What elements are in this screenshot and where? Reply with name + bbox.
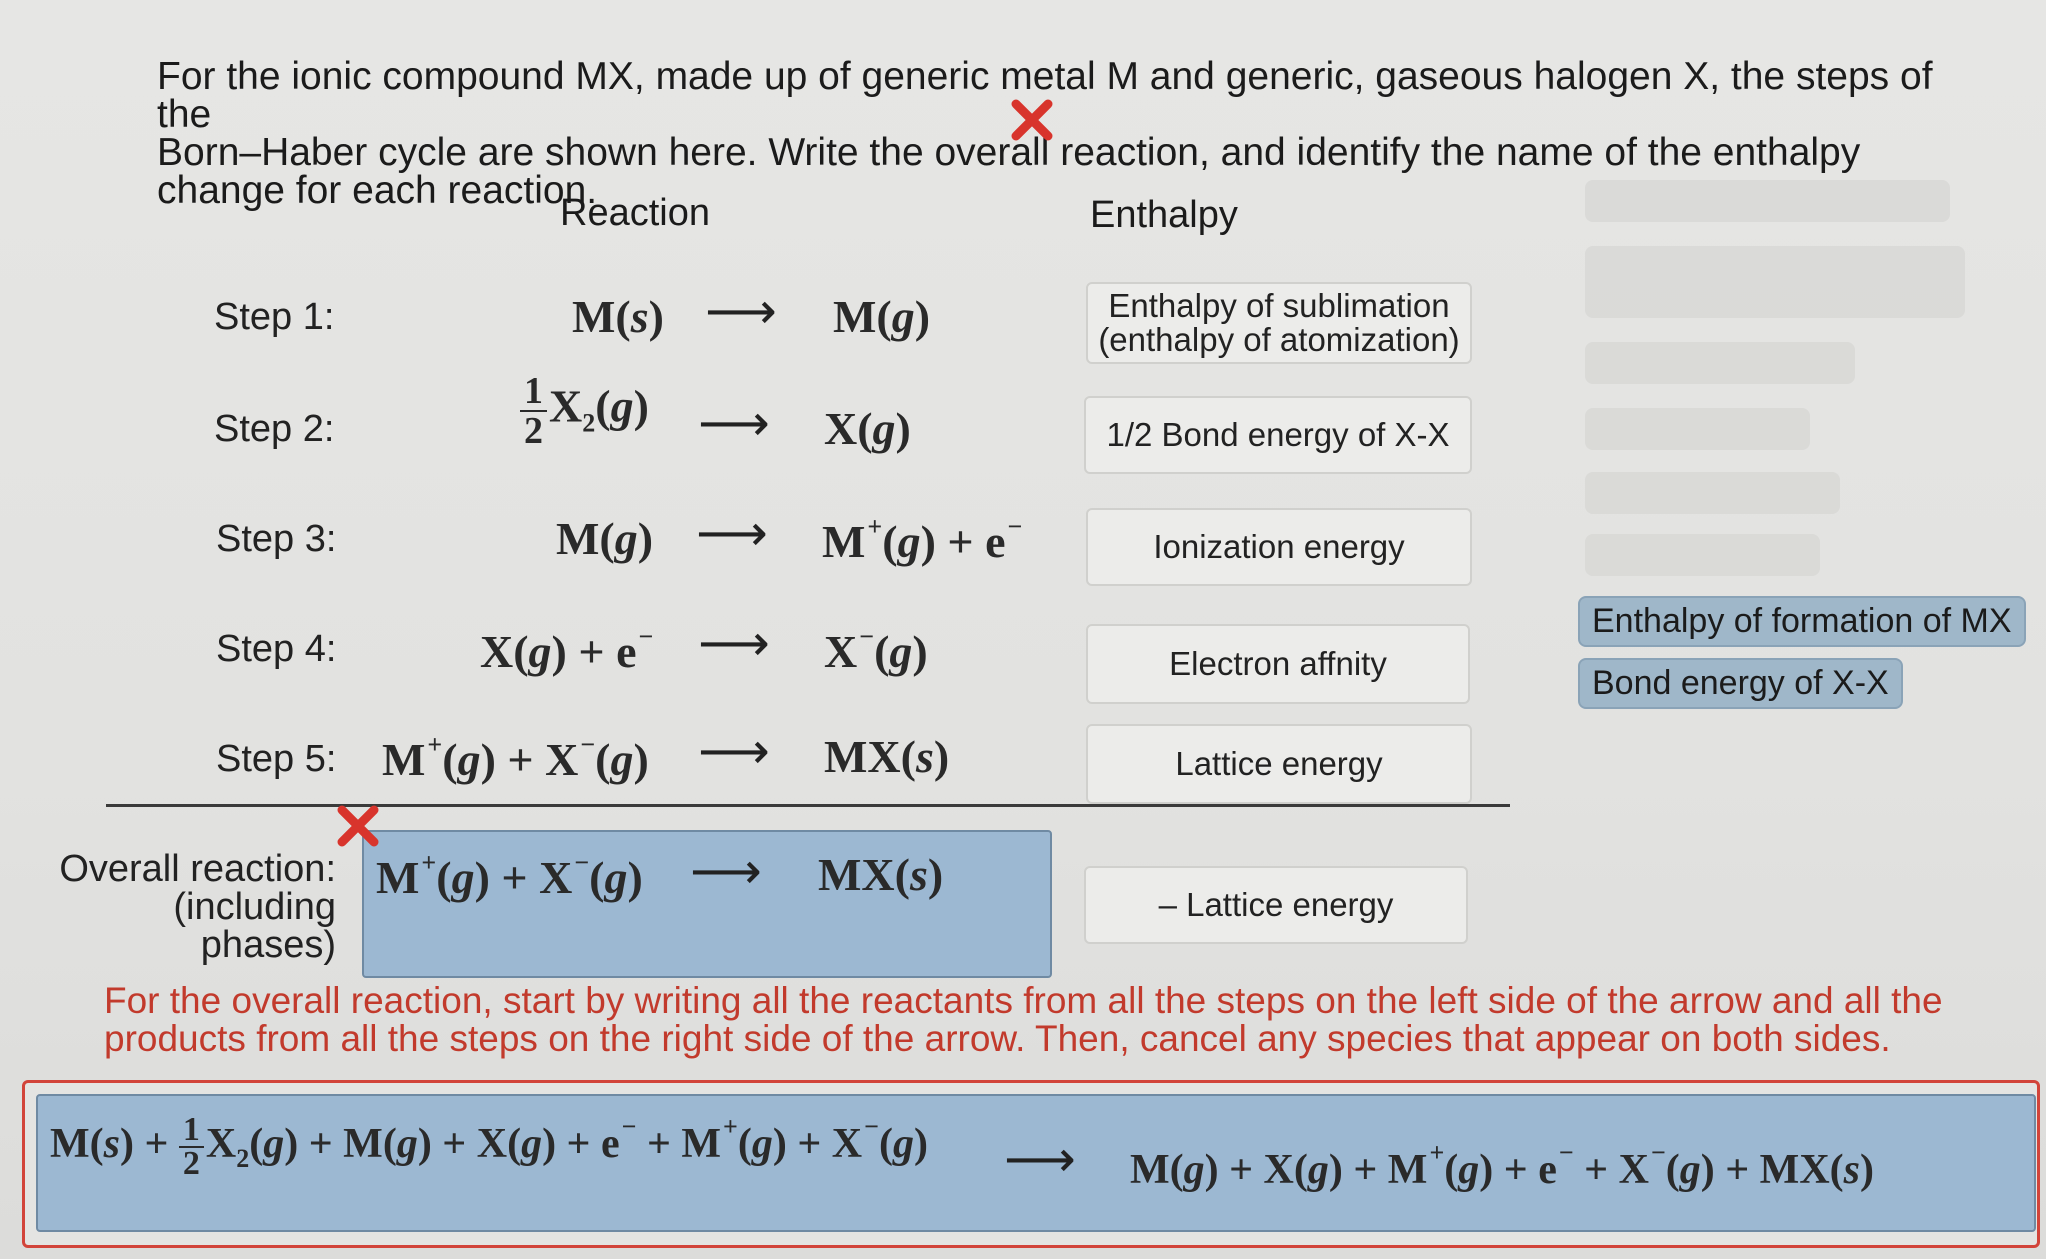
empty-slot bbox=[1585, 408, 1810, 450]
step-1-enthalpy-line1: Enthalpy of sublimation bbox=[1108, 287, 1450, 324]
empty-slot bbox=[1585, 180, 1950, 222]
step-2-enthalpy-text: 1/2 Bond energy of X-X bbox=[1106, 416, 1450, 453]
reaction-arrow-icon: ⟶ bbox=[1004, 1130, 1076, 1188]
empty-slot bbox=[1585, 534, 1820, 576]
hint-line-1: For the overall reaction, start by writing all the reactants from all the steps on the left side of the arrow and all the bbox=[104, 980, 1943, 1021]
step-2-label: Step 2: bbox=[214, 408, 335, 450]
step-4-enthalpy-box[interactable] bbox=[1086, 624, 1470, 704]
step-1-enthalpy-line2: (enthalpy of atomization) bbox=[1098, 321, 1460, 358]
hint-text bbox=[104, 982, 2004, 1058]
step-5-enthalpy-text: Lattice energy bbox=[1175, 745, 1383, 782]
step-1-product: M(g) bbox=[833, 291, 931, 342]
step-2-reactant: $\frac{1}{2}$ $X_2(g)$ bbox=[520, 372, 649, 450]
overall-label-line2: (including phases) bbox=[173, 886, 336, 966]
step-3-reactant: M(g) bbox=[556, 513, 654, 564]
reaction-header: Reaction bbox=[560, 192, 710, 234]
enthalpy-header: Enthalpy bbox=[1090, 194, 1238, 236]
intro-line-1: For the ionic compound MX, made up of generic metal M and generic, gaseous halogen X, the steps of the bbox=[157, 55, 1933, 136]
step-5-label: Step 5: bbox=[216, 738, 337, 780]
step-3-product: M+(g) + e− bbox=[822, 512, 1023, 567]
step-1-enthalpy-box[interactable] bbox=[1086, 282, 1472, 364]
intro-line-3: change for each reaction. bbox=[157, 169, 598, 212]
step-3-enthalpy-box[interactable] bbox=[1086, 508, 1472, 586]
reaction-arrow-icon: ⟶ bbox=[696, 504, 768, 562]
reaction-arrow-icon: ⟶ bbox=[705, 282, 777, 340]
reaction-arrow-icon: ⟶ bbox=[698, 394, 770, 452]
fraction-numerator: 1 bbox=[520, 372, 547, 412]
full-equation-right: M(g) + X(g) + M+(g) + e− + X−(g) + MX(s) bbox=[1130, 1138, 1875, 1193]
overall-label bbox=[44, 850, 336, 964]
chip-bond-energy[interactable]: Bond energy of X-X bbox=[1578, 658, 1903, 709]
overall-reactant: M+(g) + X−(g) bbox=[376, 848, 643, 903]
overall-enthalpy-text: – Lattice energy bbox=[1158, 886, 1394, 923]
step-5-enthalpy-box[interactable] bbox=[1086, 724, 1472, 804]
step-1-label: Step 1: bbox=[214, 296, 335, 338]
step-3-enthalpy-text: Ionization energy bbox=[1153, 528, 1405, 565]
step-2-product: X(g) bbox=[824, 403, 911, 454]
empty-slot bbox=[1585, 472, 1840, 514]
step-5-product: MX(s) bbox=[824, 731, 950, 782]
error-x-icon bbox=[336, 804, 380, 848]
sum-divider bbox=[106, 804, 1510, 807]
empty-slot bbox=[1585, 246, 1965, 318]
step-4-label: Step 4: bbox=[216, 628, 337, 670]
hint-line-2: products from all the steps on the right side of the arrow. Then, cancel any species that appear on both sides. bbox=[104, 1018, 1891, 1059]
step-4-reactant: X(g) + e− bbox=[480, 622, 654, 677]
overall-product: MX(s) bbox=[818, 849, 944, 900]
step-1-reactant: M(s) bbox=[572, 291, 664, 342]
error-x-icon bbox=[1010, 98, 1054, 142]
step-4-enthalpy-text: Electron affnity bbox=[1169, 645, 1387, 682]
reaction-arrow-icon: ⟶ bbox=[690, 842, 762, 900]
overall-enthalpy-box[interactable] bbox=[1084, 866, 1468, 944]
step-5-reactant: M+(g) + X−(g) bbox=[382, 730, 649, 785]
overall-label-line1: Overall reaction: bbox=[59, 848, 336, 890]
empty-slot bbox=[1585, 342, 1855, 384]
full-equation-left: M(s) + $\frac{1}{2}$ $X_2(g) + M(g) + X(g) + e^- + M^+(g) + X^-(g)$ bbox=[50, 1111, 928, 1183]
half-fraction bbox=[520, 372, 547, 450]
reaction-arrow-icon: ⟶ bbox=[698, 722, 770, 780]
reaction-arrow-icon: ⟶ bbox=[698, 614, 770, 672]
fraction-denominator: 2 bbox=[524, 410, 543, 452]
step-3-label: Step 3: bbox=[216, 518, 337, 560]
intro-line-2: Born–Haber cycle are shown here. Write the overall reaction, and identify the name of the enthalpy bbox=[157, 131, 1861, 174]
step-4-product: X−(g) bbox=[824, 622, 928, 677]
chip-enthalpy-of-formation[interactable]: Enthalpy of formation of MX bbox=[1578, 596, 2026, 647]
step-2-enthalpy-box[interactable] bbox=[1084, 396, 1472, 474]
